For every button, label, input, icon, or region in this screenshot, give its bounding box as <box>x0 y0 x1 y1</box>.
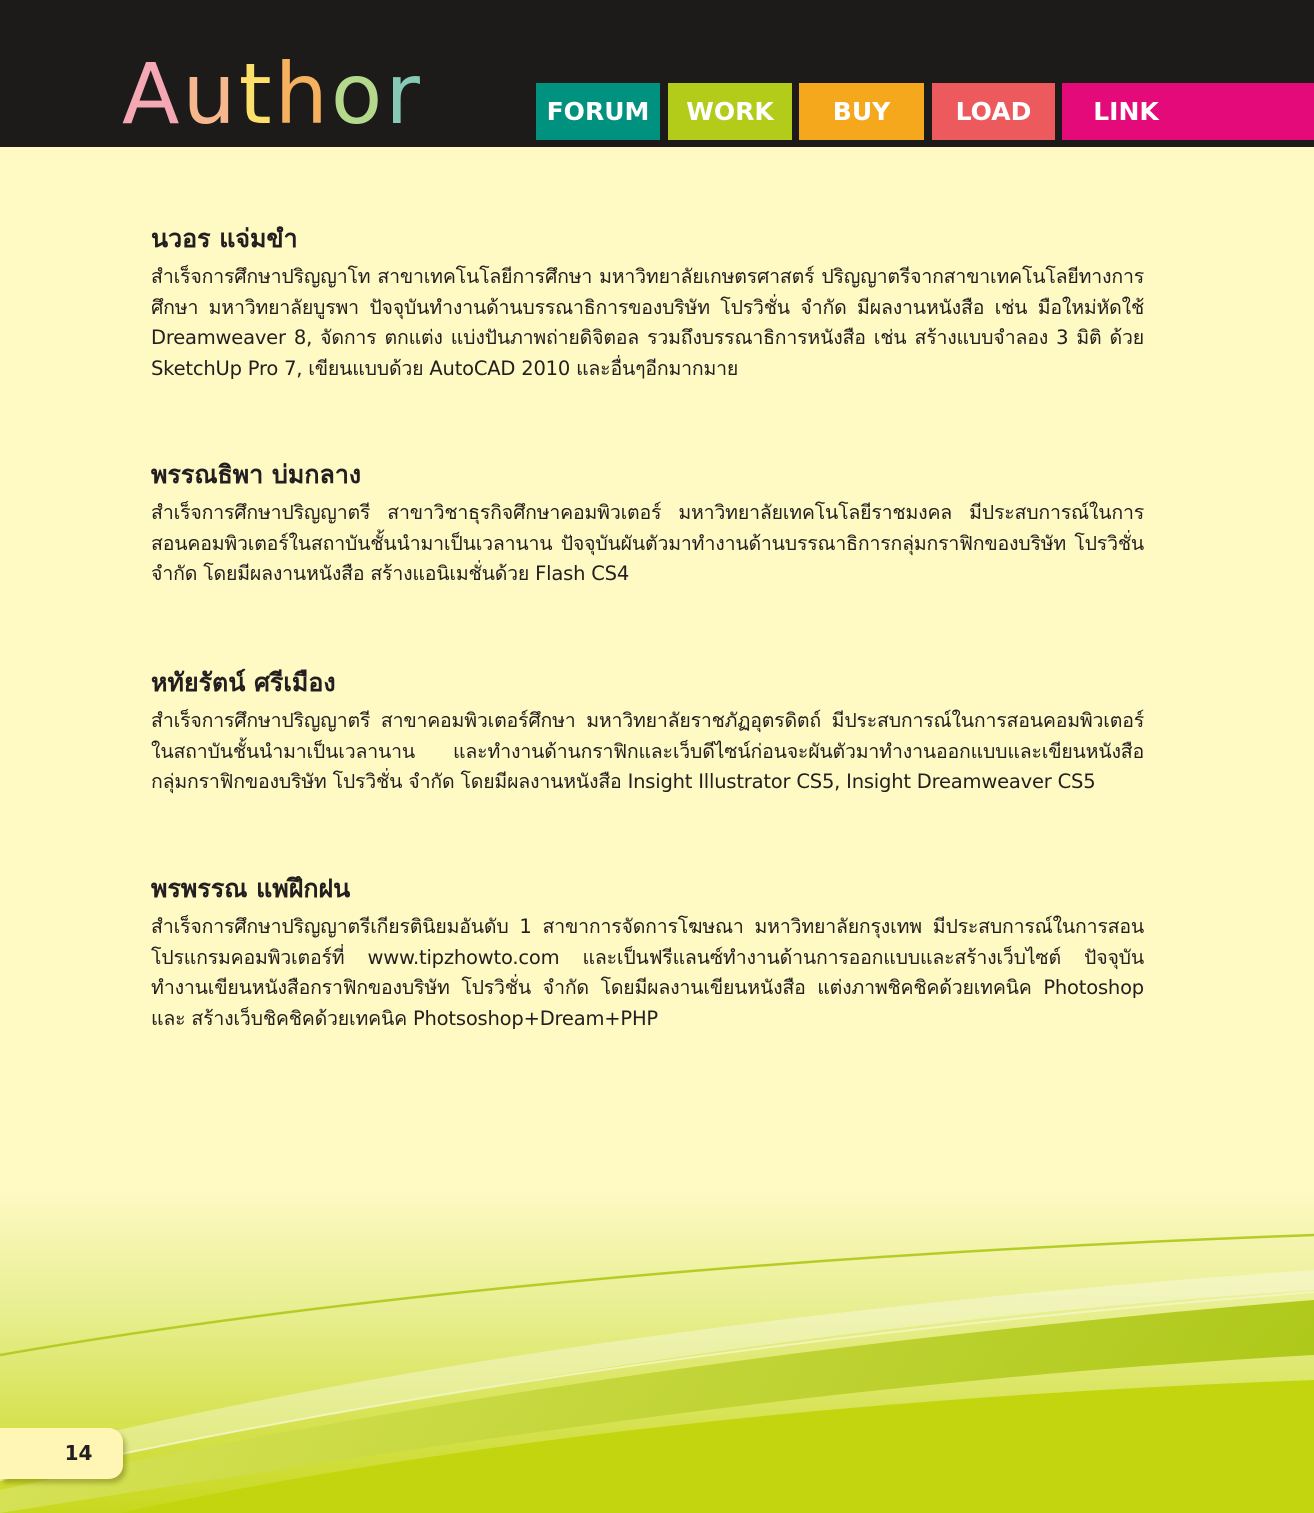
brand-letter-a: A <box>122 45 183 143</box>
author-entry <box>151 222 1144 385</box>
author-entry <box>151 458 1144 590</box>
author-name: นวอร แจ่มขำ <box>151 224 298 253</box>
nav-work[interactable]: WORK <box>668 83 792 140</box>
author-name: พรพรรณ แพฝึกฝน <box>151 874 351 903</box>
brand-letter-r: r <box>385 45 423 143</box>
author-bio: สำเร็จการศึกษาปริญญาตรี สาขาคอมพิวเตอร์ศึกษา มหาวิทยาลัยราชภัฏอุตรดิตถ์ มีประสบการณ์ในการสอนคอมพิวเตอร์ในสถาบันชั้นนำมาเป็นเวลานาน และทำงานด้านกราฟิกและเว็บดีไซน์ก่อนจะผันตัวมาทำงานออกแบบและเขียนหนังสือกลุ่มกราฟิกของบริษัท โปรวิชั่น จำกัด โดยมีผลงานหนังสือ Insight Illustrator CS5, Insight Dreamweaver CS5 <box>151 709 1144 794</box>
nav-load[interactable]: LOAD <box>932 83 1055 140</box>
nav-link[interactable]: LINK <box>1062 83 1314 140</box>
nav-buy[interactable]: BUY <box>799 83 924 140</box>
page-number: 14 <box>64 1441 93 1465</box>
author-name: พรรณธิพา บ่มกลาง <box>151 460 362 489</box>
author-entry <box>151 666 1144 798</box>
footer-wave-decoration <box>0 1190 1314 1513</box>
author-name: หทัยรัตน์ ศรีเมือง <box>151 668 336 697</box>
brand-title <box>122 46 423 142</box>
brand-letter-h: h <box>274 45 331 143</box>
page-header <box>0 0 1314 147</box>
brand-letter-t: t <box>238 45 275 143</box>
page-number-tab <box>0 1428 123 1479</box>
nav-forum[interactable]: FORUM <box>536 83 660 140</box>
brand-letter-u: u <box>182 45 239 143</box>
author-entry <box>151 872 1144 1035</box>
author-bio: สำเร็จการศึกษาปริญญาโท สาขาเทคโนโลยีการศึกษา มหาวิทยาลัยเกษตรศาสตร์ ปริญญาตรีจากสาขาเทคโนโลยีทางการศึกษา มหาวิทยาลัยบูรพา ปัจจุบันทำงานด้านบรรณาธิการของบริษัท โปรวิชั่น จำกัด มีผลงานหนังสือ เช่น มือใหม่หัดใช้ Dreamweaver 8, จัดการ ตกแต่ง แบ่งปันภาพถ่ายดิจิตอล รวมถึงบรรณาธิการหนังสือ เช่น สร้างแบบจำลอง 3 มิติ ด้วย SketchUp Pro 7, เขียนแบบด้วย AutoCAD 2010 และอื่นๆอีกมากมาย <box>151 265 1144 381</box>
brand-letter-o: o <box>330 45 386 143</box>
author-bio: สำเร็จการศึกษาปริญญาตรีเกียรตินิยมอันดับ 1 สาขาการจัดการโฆษณา มหาวิทยาลัยกรุงเทพ มีประสบการณ์ในการสอนโปรแกรมคอมพิวเตอร์ที่ www.tipzhowto.com และเป็นฟรีแลนซ์ทำงานด้านการออกแบบและสร้างเว็บไซต์ ปัจจุบันทำงานเขียนหนังสือกราฟิกของบริษัท โปรวิชั่น จำกัด โดยมีผลงานเขียนหนังสือ แต่งภาพชิคชิคด้วยเทคนิค Photoshop และ สร้างเว็บชิคชิคด้วยเทคนิค Photsoshop+Dream+PHP <box>151 915 1144 1031</box>
author-bio: สำเร็จการศึกษาปริญญาตรี สาขาวิชาธุรกิจศึกษาคอมพิวเตอร์ มหาวิทยาลัยเทคโนโลยีราชมงคล มีประสบการณ์ในการสอนคอมพิวเตอร์ในสถาบันชั้นนำมาเป็นเวลานาน ปัจจุบันผันตัวมาทำงานด้านบรรณาธิการกลุ่มกราฟิกของบริษัท โปรวิชั่น จำกัด โดยมีผลงานหนังสือ สร้างแอนิเมชั่นด้วย Flash CS4 <box>151 501 1144 586</box>
